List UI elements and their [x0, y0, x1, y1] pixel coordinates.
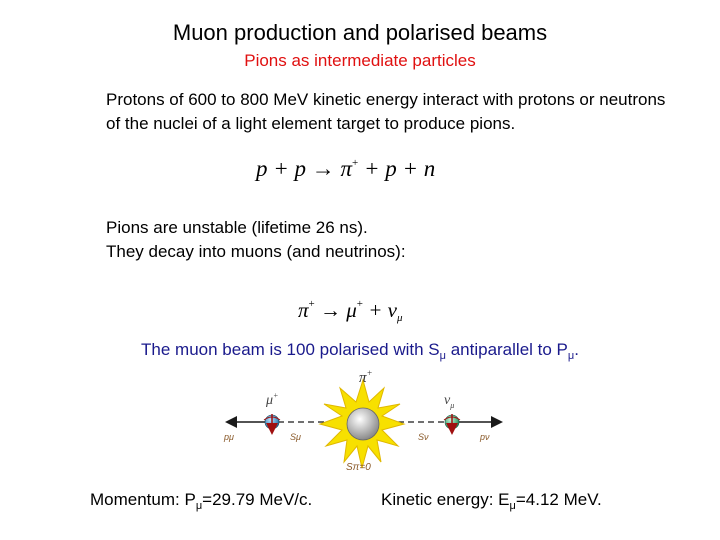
- neutrino-spin-label: Sν: [418, 432, 429, 442]
- eq1-lhs: p + p → π: [256, 156, 353, 181]
- proton-reaction-equation: [256, 156, 435, 182]
- eq2-arrow-muon: → μ: [314, 298, 357, 322]
- kinetic-sub: μ: [509, 500, 516, 512]
- decay-line-1: Pions are unstable (lifetime 26 ns).: [106, 218, 368, 237]
- muon-kinetic-energy: [381, 490, 602, 510]
- eq1-pion-charge: +: [352, 157, 359, 169]
- polarisation-sub-p: μ: [567, 350, 575, 362]
- momentum-value: =29.79 MeV/c.: [202, 490, 313, 509]
- muon-momentum-label: pμ: [224, 432, 234, 442]
- decay-line-2: They decay into muons (and neutrinos):: [106, 242, 406, 261]
- momentum-label: Momentum: P: [90, 490, 196, 509]
- slide-title: Muon production and polarised beams: [172, 20, 548, 45]
- neutrino-momentum-label: pν: [480, 432, 490, 442]
- muon-momentum-value: [90, 490, 312, 510]
- pion-decay-diagram: [218, 370, 508, 478]
- polarisation-sub-s: μ: [439, 350, 446, 362]
- pion-label: π+: [359, 370, 373, 386]
- neutrino-label: $\nu_\mu$: [444, 393, 455, 410]
- eq2-muon-charge: +: [356, 298, 364, 310]
- polarisation-statement: [0, 340, 720, 360]
- polarisation-suffix: .: [574, 340, 579, 359]
- eq2-neutrino: + ν: [363, 298, 398, 322]
- eq2-neutrino-flavour: μ: [397, 312, 403, 324]
- pion-decay-equation: [298, 298, 403, 323]
- polarisation-prefix: The muon beam is 100 polarised with S: [141, 340, 440, 359]
- eq2-pion-charge: +: [308, 298, 315, 310]
- kinetic-value: =4.12 MeV.: [515, 490, 602, 509]
- pion-spin-label: Sπ=0: [346, 462, 371, 473]
- eq1-rhs: + p + n: [358, 156, 436, 181]
- momentum-sub: μ: [195, 500, 203, 512]
- decay-paragraph: [106, 216, 666, 264]
- muon-label: μ+: [266, 391, 279, 408]
- polarisation-middle: antiparallel to P: [445, 340, 568, 359]
- pion-sphere-icon: [347, 408, 379, 440]
- muon-spin-label: Sμ: [290, 432, 301, 442]
- eq2-pion: π: [298, 298, 309, 322]
- intro-paragraph: Protons of 600 to 800 MeV kinetic energy interact with protons or neutrons of the nuclei of a light element target to produce pions.: [106, 90, 666, 133]
- kinetic-label: Kinetic energy: E: [381, 490, 510, 509]
- slide-subtitle: Pions as intermediate particles: [244, 51, 476, 70]
